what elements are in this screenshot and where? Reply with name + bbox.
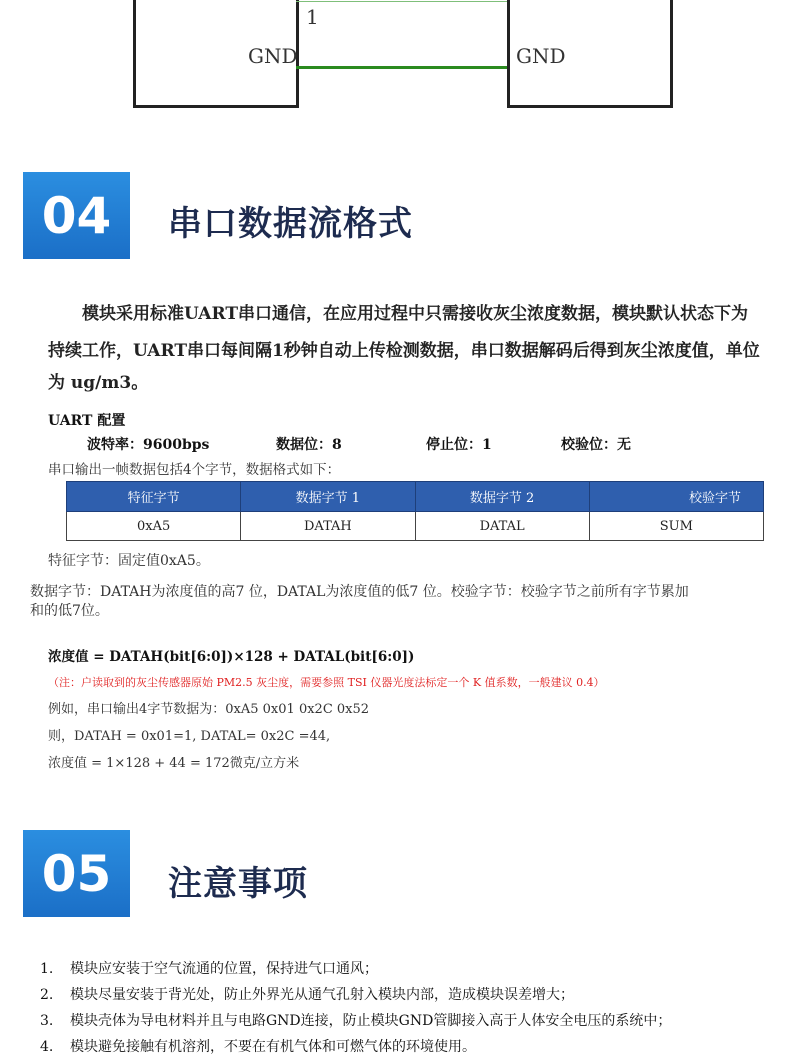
calibration-note: （注：户读取到的灰尘传感器原始 PM2.5 灰尘度，需要参照 TSI 仪器光度法标定一个 K 值系数，一般建议 0.4） [48,676,605,689]
list-item [40,956,671,982]
table-header-cell: 数据字节 2 [415,482,589,512]
intro-line-3: 为 ug/m3。 [48,373,149,393]
intro-line-2: 持续工作，UART串口每间隔1秒钟自动上传检测数据，串口数据解码后得到灰尘浓度值，单位 [48,341,760,361]
list-item-text: 模块尽量安装于背光处，防止外界光从通气孔射入模块内部，造成模块误差增大； [70,987,574,1003]
list-item-number: 2. [40,987,54,1003]
uart-config-title: UART 配置 [48,413,126,429]
gnd-wire [296,66,507,69]
list-item-number: 1. [40,961,54,977]
parity: 校验位：无 [561,437,631,453]
list-item-number: 4. [40,1039,54,1055]
table-cell: SUM [589,512,763,541]
list-item [40,1034,671,1060]
frame-description: 串口输出一帧数据包括4个字节，数据格式如下： [48,462,341,478]
data-byte-desc-1: 数据字节：DATAH为浓度值的高7 位，DATAL为浓度值的低7 位。校验字节：校验字节之前所有字节累加 [30,584,689,600]
list-item [40,982,671,1008]
list-item-text: 模块避免接触有机溶剂，不要在有机气体和可燃气体的环境使用。 [70,1039,476,1055]
example-line-1: 例如，串口输出4字节数据为：0xA5 0x01 0x2C 0x52 [48,702,370,717]
frame-format-table [66,481,764,541]
signal-wire [296,1,507,2]
list-item-text: 模块应安装于空气流通的位置，保持进气口通风； [70,961,378,977]
table-cell: DATAL [415,512,589,541]
list-item-text: 模块壳体为导电材料并且与电路GND连接，防止模块GND管脚接入高于人体安全电压的系统中； [70,1013,672,1029]
section-05-title: 注意事项 [168,864,308,904]
intro-line-1: 模块采用标准UART串口通信，在应用过程中只需接收灰尘浓度数据，模块默认状态下为 [48,304,748,324]
table-cell: DATAH [241,512,415,541]
precautions-list [40,956,671,1060]
table-header-cell: 校验字节 [589,482,763,512]
right-gnd-label: GND [516,44,566,68]
list-item-number: 3. [40,1013,54,1029]
concentration-formula: 浓度值 = DATAH(bit[6:0])×128 + DATAL(bit[6:0]) [48,649,415,665]
feature-byte-desc: 特征字节：固定值0xA5。 [48,553,210,569]
stop-bits: 停止位：1 [426,437,492,453]
data-bits: 数据位：8 [276,437,342,453]
left-gnd-label: GND [248,44,298,68]
baud-rate: 波特率：9600bps [87,437,210,453]
table-cell: 0xA5 [67,512,241,541]
section-04-title: 串口数据流格式 [168,204,413,244]
data-byte-desc-2: 和的低7位。 [30,603,109,619]
wire-number-label: 1 [306,5,319,29]
table-header-cell: 特征字节 [67,482,241,512]
table-row [67,512,764,541]
section-04-badge: 04 [23,172,130,259]
example-line-2: 则，DATAH = 0x01=1, DATAL= 0x2C =44, [48,729,331,744]
section-05-badge: 05 [23,830,130,917]
example-line-3: 浓度值 = 1×128 + 44 = 172微克/立方米 [48,756,300,771]
table-header-row [67,482,764,512]
table-header-cell: 数据字节 1 [241,482,415,512]
list-item [40,1008,671,1034]
